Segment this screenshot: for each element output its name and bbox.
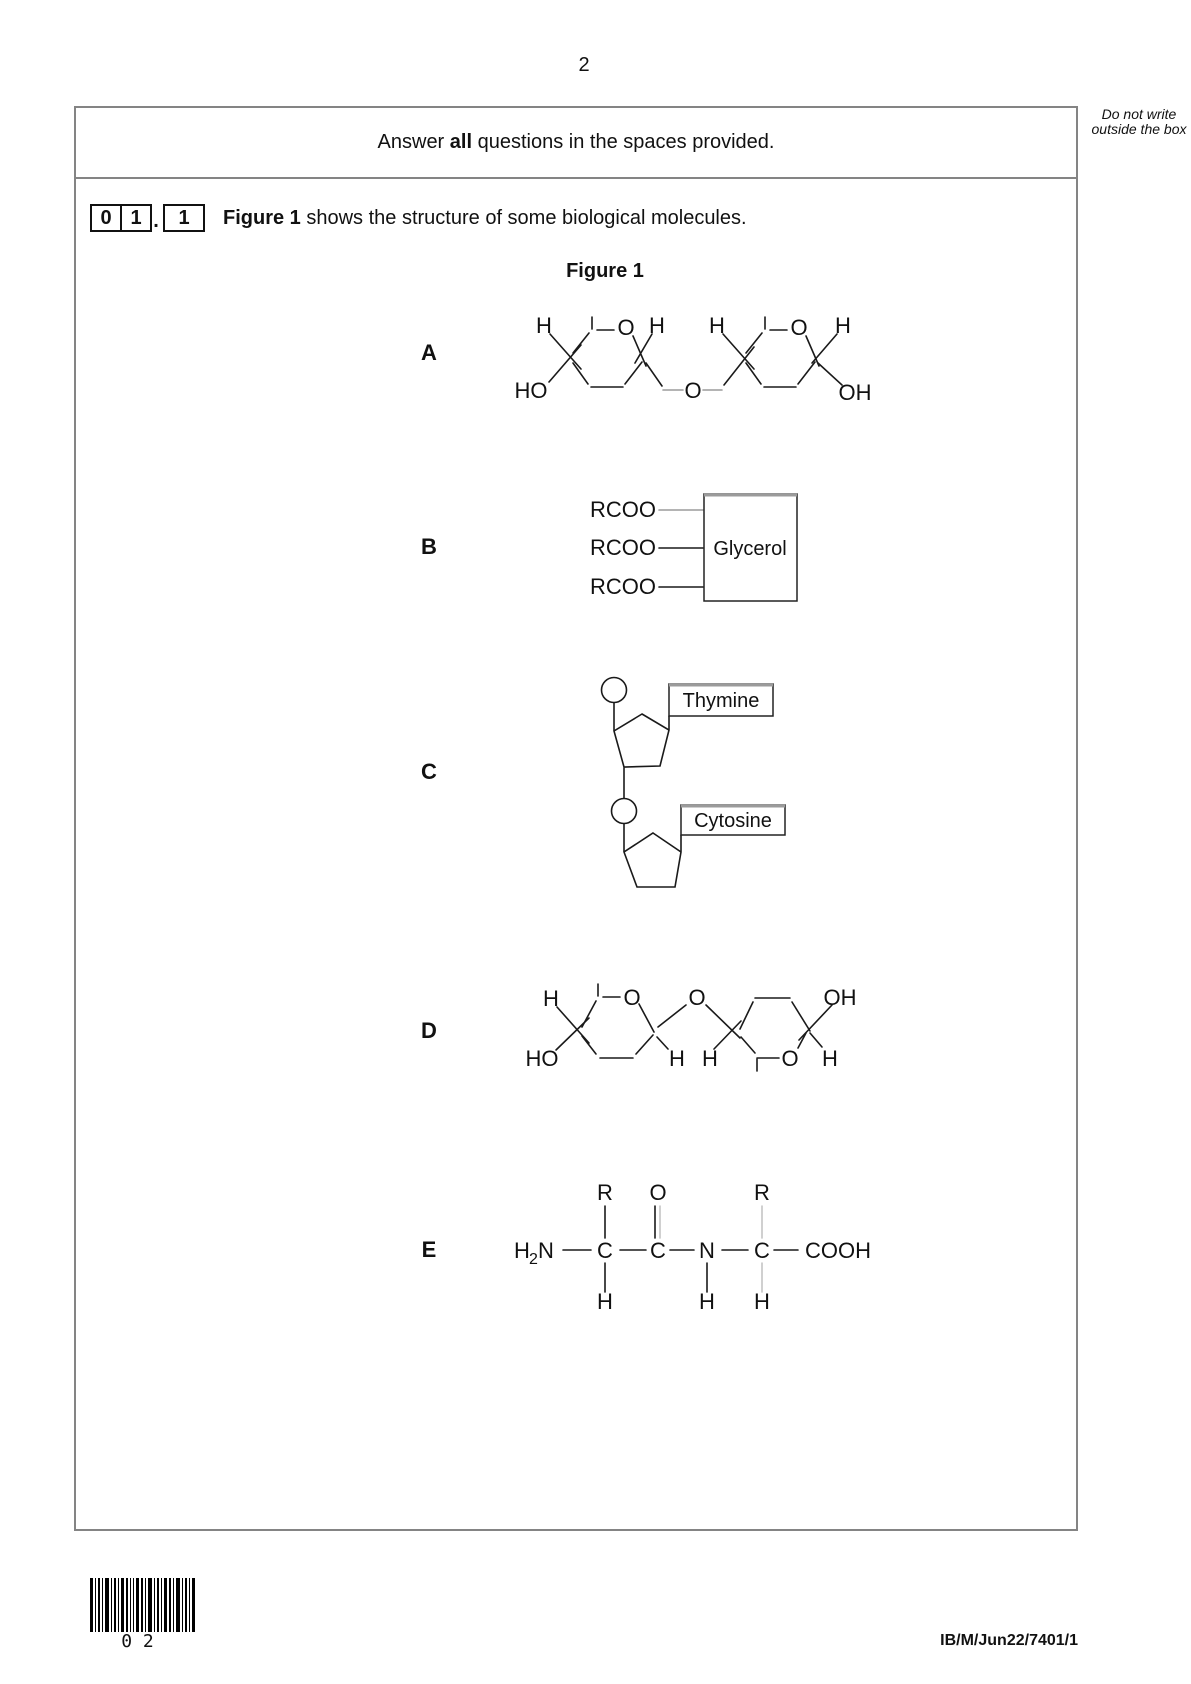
- sugar-pentagon-1: [614, 714, 669, 767]
- amine-group-subscript: 2: [529, 1251, 538, 1268]
- atom-label-h: H: [702, 1046, 718, 1071]
- molecule-label-e: E: [421, 1237, 437, 1262]
- question-subnumber-box: [163, 204, 205, 232]
- hydroxyl-label-oh: OH: [838, 380, 872, 405]
- molecule-d-structure: [500, 960, 890, 1085]
- molecule-c-structure: [560, 660, 820, 905]
- fatty-acid-label: RCOO: [590, 535, 656, 560]
- hydroxyl-label-ho: HO: [525, 1046, 559, 1071]
- molecule-e-structure: [500, 1170, 890, 1320]
- link-oxygen-label: O: [684, 378, 702, 403]
- question-text: [223, 206, 747, 230]
- carbonyl-oxygen-label: O: [649, 1180, 667, 1205]
- ring-oxygen-label: O: [617, 315, 635, 340]
- sugar-pentagon-2: [624, 833, 681, 887]
- atom-label-h: H: [597, 1289, 613, 1314]
- atom-label-h: H: [709, 313, 725, 338]
- phosphate-circle-1: [602, 678, 627, 703]
- carbon-label: C: [650, 1238, 666, 1263]
- nitrogen-label: N: [699, 1238, 715, 1263]
- question-subnumber-digit: 1: [178, 207, 190, 229]
- fatty-acid-label: RCOO: [590, 574, 656, 599]
- molecule-label-b: B: [421, 534, 437, 559]
- amine-group-n: N: [538, 1238, 554, 1263]
- question-text-bold: Figure 1: [223, 207, 301, 229]
- ring-oxygen-label: O: [781, 1046, 799, 1071]
- question-number-separator: .: [153, 210, 159, 232]
- ring-oxygen-label: O: [623, 985, 641, 1010]
- atom-label-h: H: [835, 313, 851, 338]
- carbon-label: C: [597, 1238, 613, 1263]
- r-group-label: R: [597, 1180, 613, 1205]
- carboxyl-group-label: COOH: [805, 1238, 871, 1263]
- molecule-label-a: A: [421, 340, 437, 365]
- atom-label-h: H: [699, 1289, 715, 1314]
- question-number-digit-2: 1: [130, 207, 142, 229]
- thymine-box-label: Thymine: [682, 690, 760, 712]
- glycerol-box-label: Glycerol: [713, 538, 787, 560]
- do-not-write-note: Do not write outside the box: [1091, 106, 1187, 137]
- atom-label-h: H: [669, 1046, 685, 1071]
- amine-group-h: H: [514, 1238, 530, 1263]
- figure-title: Figure 1: [566, 260, 644, 282]
- atom-label-h: H: [754, 1289, 770, 1314]
- instruction-bold: all: [449, 131, 473, 153]
- phosphate-circle-2: [612, 799, 637, 824]
- cytosine-box-label: Cytosine: [694, 810, 772, 832]
- instruction-prefix: Answer: [377, 131, 445, 153]
- instruction-suffix: questions in the spaces provided.: [477, 131, 775, 153]
- link-oxygen-label: O: [688, 985, 706, 1010]
- barcode-label: 0 2: [121, 1631, 154, 1652]
- hydroxyl-label-ho: HO: [514, 378, 548, 403]
- atom-label-h: H: [649, 313, 665, 338]
- atom-label-h: H: [536, 313, 552, 338]
- barcode: [90, 1578, 197, 1632]
- question-number-digit-1: 0: [92, 206, 122, 230]
- question-text-rest: shows the structure of some biological molecules.: [300, 207, 747, 229]
- fatty-acid-label: RCOO: [590, 497, 656, 522]
- r-group-label: R: [754, 1180, 770, 1205]
- atom-label-h: H: [543, 986, 559, 1011]
- question-number-box: [90, 204, 152, 232]
- molecule-b-structure: [560, 480, 810, 615]
- carbon-label: C: [754, 1238, 770, 1263]
- molecule-a-structure: [480, 270, 900, 410]
- molecule-label-d: D: [421, 1018, 437, 1043]
- barcode-bars: [90, 1578, 195, 1632]
- molecule-label-c: C: [421, 759, 437, 784]
- paper-reference-code: IB/M/Jun22/7401/1: [940, 1632, 1078, 1649]
- instructions-header: [76, 108, 1076, 179]
- ring-oxygen-label: O: [790, 315, 808, 340]
- page-number: 2: [578, 54, 590, 76]
- hydroxyl-label-oh: OH: [823, 985, 857, 1010]
- atom-label-h: H: [822, 1046, 838, 1071]
